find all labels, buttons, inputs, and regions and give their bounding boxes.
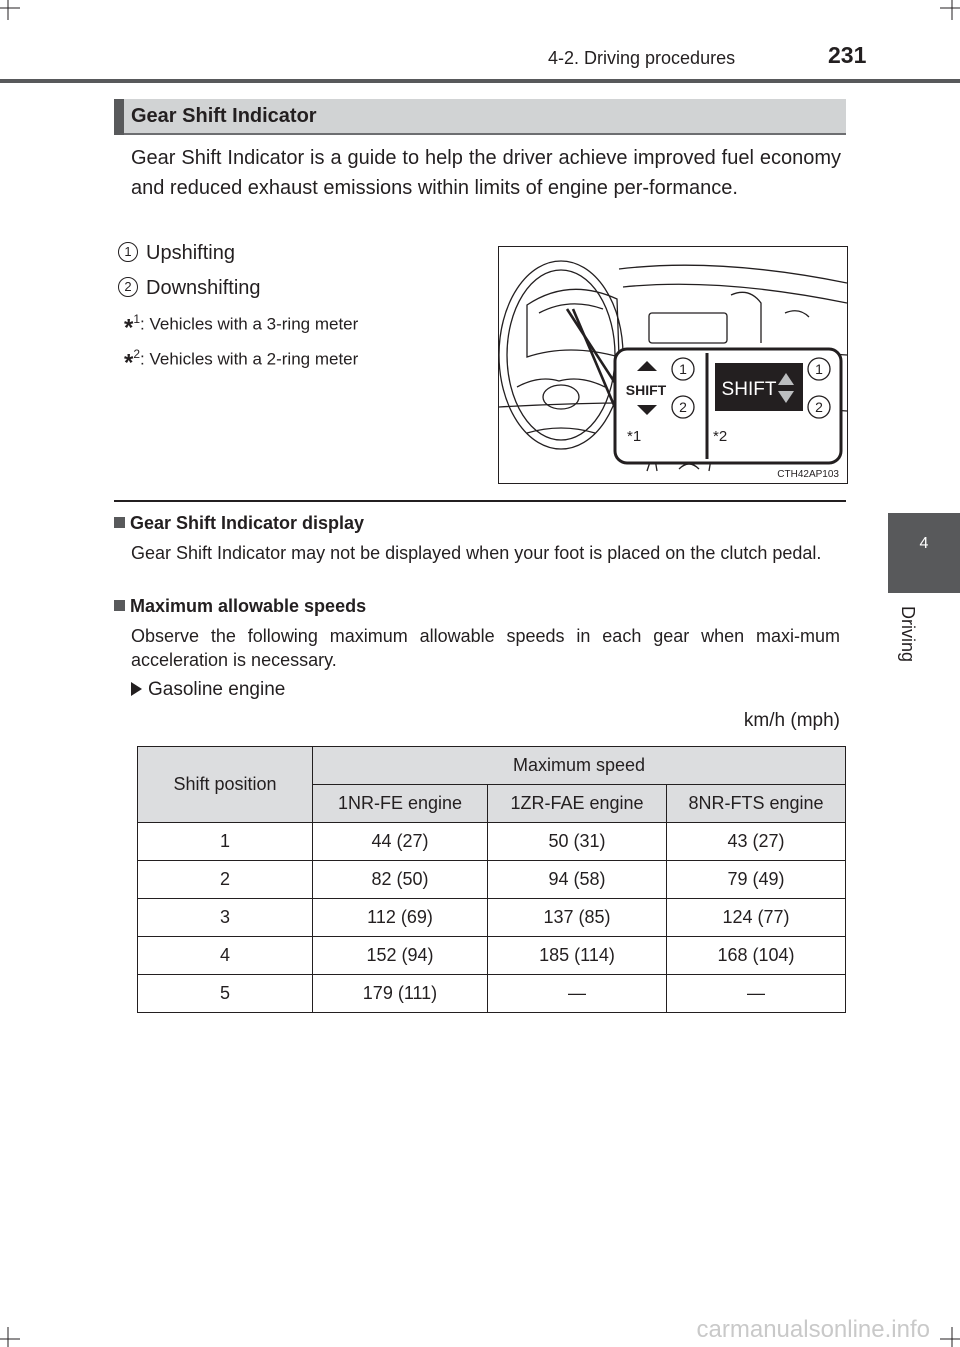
table-cell: 94 (58): [488, 861, 667, 899]
callout-1: 1: [815, 361, 823, 377]
list-item-label: Downshifting: [146, 277, 261, 299]
note-body-display: Gear Shift Indicator may not be displayed when your foot is placed on the clutch pedal.: [131, 543, 822, 563]
chapter-label: Driving: [898, 606, 918, 663]
units-label: km/h (mph): [743, 710, 840, 731]
table-cell: 4: [138, 937, 313, 975]
table-cell: 50 (31): [488, 823, 667, 861]
callout-2: 2: [815, 399, 823, 415]
table-cell: 137 (85): [488, 899, 667, 937]
watermark: carmanualsonline.info: [696, 1316, 930, 1343]
star-1-label: *1: [627, 428, 642, 445]
table-cell: 152 (94): [313, 937, 488, 975]
intro-paragraph: Gear Shift Indicator is a guide to help the driver achieve improved fuel economy and reduced exhaust emissions within limits of engine per-formance.: [131, 147, 841, 199]
shift-text: SHIFT: [625, 382, 667, 398]
callout-2: 2: [679, 399, 687, 415]
table-cell: 1: [138, 823, 313, 861]
footnote-text: : Vehicles with a 3-ring meter: [140, 314, 359, 334]
table-cell: —: [488, 975, 667, 1013]
star-2-label: *2: [713, 428, 728, 445]
table-cell: —: [667, 975, 846, 1013]
header-engine: 8NR-FTS engine: [667, 785, 846, 823]
table-cell: 44 (27): [313, 823, 488, 861]
callout-number: 2: [118, 277, 138, 297]
header-engine: 1ZR-FAE engine: [488, 785, 667, 823]
note-heading-text: Gear Shift Indicator display: [130, 513, 365, 533]
footnote-text: : Vehicles with a 2-ring meter: [140, 349, 359, 369]
header-engine: 1NR-FE engine: [313, 785, 488, 823]
table-cell: 112 (69): [313, 899, 488, 937]
table-cell: 2: [138, 861, 313, 899]
table-cell: 185 (114): [488, 937, 667, 975]
figure-code: CTH42AP103: [777, 469, 839, 480]
running-header: 4-2. Driving procedures: [548, 48, 736, 68]
table-cell: 5: [138, 975, 313, 1013]
engine-label-text: Gasoline engine: [148, 679, 286, 700]
header-maximum-speed: Maximum speed: [313, 747, 846, 785]
table-cell: 82 (50): [313, 861, 488, 899]
section-title: Gear Shift Indicator: [131, 105, 317, 127]
footnote-mark: *: [124, 314, 134, 342]
table-cell: 79 (49): [667, 861, 846, 899]
note-body-speeds: Observe the following maximum allowable speeds in each gear when maxi-mum acceleration is necessary.: [131, 626, 840, 670]
table-cell: 168 (104): [667, 937, 846, 975]
header-shift-position: Shift position: [138, 747, 313, 823]
page-number: 231: [828, 42, 867, 68]
table-cell: 179 (111): [313, 975, 488, 1013]
note-heading-text: Maximum allowable speeds: [130, 596, 367, 616]
list-item-label: Upshifting: [146, 242, 235, 264]
chapter-number: 4: [919, 535, 929, 552]
table-cell: 3: [138, 899, 313, 937]
table-cell: 124 (77): [667, 899, 846, 937]
footnote-sup: 2: [133, 347, 141, 361]
footnote-mark: *: [124, 349, 134, 377]
table-cell: 43 (27): [667, 823, 846, 861]
callout-1: 1: [679, 361, 687, 377]
callout-number: 1: [118, 242, 138, 262]
shift-display-text: SHIFT: [721, 379, 777, 400]
footnote-sup: 1: [133, 312, 141, 326]
